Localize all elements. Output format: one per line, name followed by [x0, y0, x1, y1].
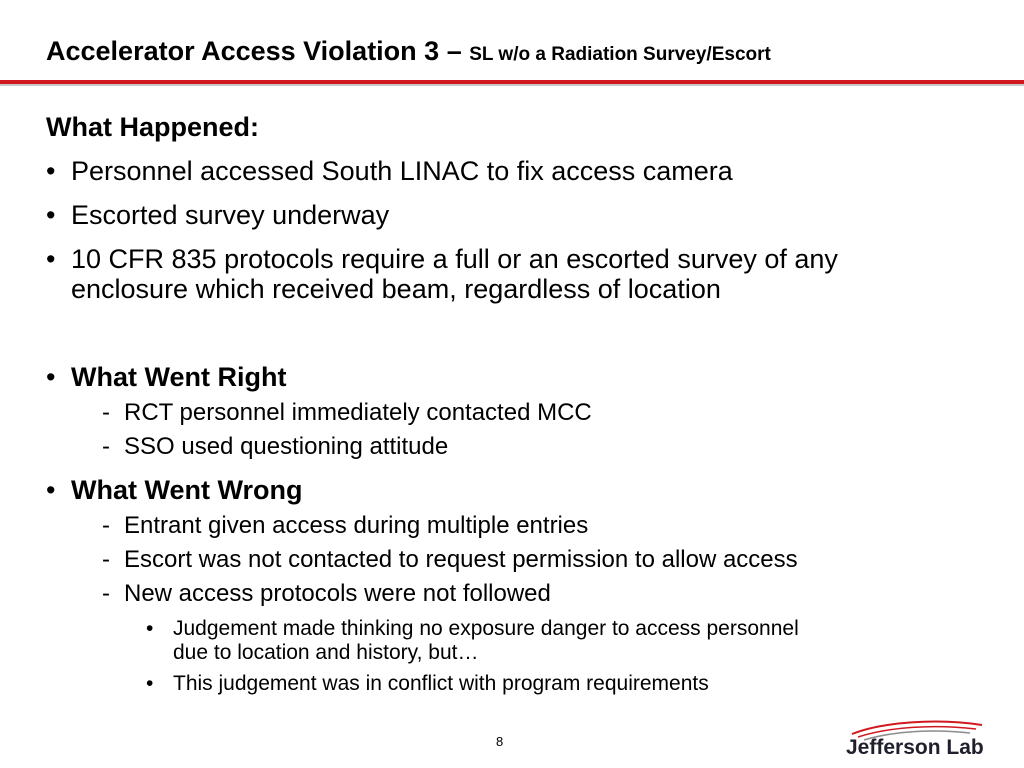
slide-title: [46, 38, 771, 65]
bullet-text: Personnel accessed South LINAC to fix access camera: [71, 156, 733, 186]
slide-title-main: Accelerator Access Violation 3 –: [46, 36, 470, 66]
bullet-text: Escorted survey underway: [71, 200, 390, 230]
bullet-text: 10 CFR 835 protocols require a full or an escorted survey of any: [71, 244, 838, 274]
sub-bullet-text: Entrant given access during multiple entries: [124, 512, 589, 539]
bullet-marker: •: [146, 617, 154, 640]
bullet-marker: •: [46, 200, 56, 230]
what-happened-heading: What Happened:: [46, 112, 259, 142]
sub-bullet-text: Escort was not contacted to request permission to allow access: [124, 546, 798, 573]
sub-sub-bullet-text: Judgement made thinking no exposure danger to access personnel: [173, 617, 799, 640]
bullet-text: enclosure which received beam, regardless of location: [71, 274, 721, 304]
sub-sub-bullet-text: This judgement was in conflict with program requirements: [173, 672, 709, 695]
dash-marker: -: [102, 546, 110, 573]
sub-bullet-text: SSO used questioning attitude: [124, 433, 449, 460]
slide-title-sub: SL w/o a Radiation Survey/Escort: [469, 44, 771, 65]
sub-bullet-text: RCT personnel immediately contacted MCC: [124, 399, 592, 426]
dash-marker: -: [102, 433, 110, 460]
bullet-marker: •: [146, 672, 154, 695]
dash-marker: -: [102, 580, 110, 607]
title-rule-grey: [0, 84, 1024, 86]
dash-marker: -: [102, 399, 110, 426]
sub-bullet-text: New access protocols were not followed: [124, 580, 551, 607]
bullet-marker: •: [46, 156, 56, 186]
page-number: 8: [496, 734, 504, 749]
bullet-marker: •: [46, 475, 56, 505]
what-went-right-heading: What Went Right: [71, 362, 287, 392]
bullet-marker: •: [46, 362, 56, 392]
dash-marker: -: [102, 512, 110, 539]
what-went-wrong-heading: What Went Wrong: [71, 475, 303, 505]
jefferson-lab-logo: [842, 718, 992, 760]
logo-wordmark: Jefferson Lab: [846, 736, 984, 759]
sub-sub-bullet-text: due to location and history, but…: [173, 641, 479, 664]
bullet-marker: •: [46, 244, 56, 274]
